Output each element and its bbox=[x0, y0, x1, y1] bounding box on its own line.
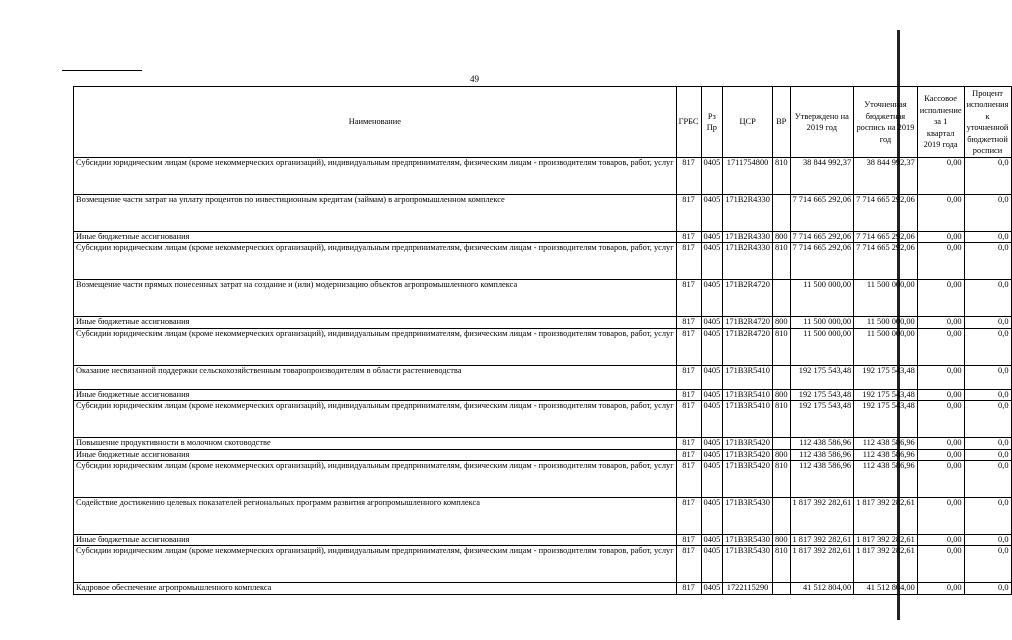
cell-grbs: 817 bbox=[676, 280, 701, 317]
cell-cash: 0,00 bbox=[917, 438, 964, 449]
cell-rzpr: 0405 bbox=[701, 498, 723, 535]
page-number: 49 bbox=[470, 74, 479, 84]
cell-refined: 1 817 392 282,61 bbox=[854, 535, 918, 546]
cell-rzpr: 0405 bbox=[701, 389, 723, 400]
col-header-name: Наименование bbox=[74, 87, 677, 158]
cell-cash: 0,00 bbox=[917, 243, 964, 280]
table-row bbox=[74, 583, 1012, 595]
cell-cash: 0,00 bbox=[917, 546, 964, 583]
cell-grbs: 817 bbox=[676, 583, 701, 595]
cell-csr: 171B3R5420 bbox=[723, 461, 773, 498]
cell-percent: 0,0 bbox=[964, 461, 1011, 498]
cell-csr: 1722115290 bbox=[723, 583, 773, 595]
cell-name: Субсидии юридическим лицам (кроме некоммерческих организаций), индивидуальным предпринимателям, физическим лицам - производителям товаров, работ, услуг bbox=[74, 401, 677, 438]
cell-vr: 800 bbox=[772, 232, 790, 243]
cell-name: Кадровое обеспечение агропромышленного комплекса bbox=[74, 583, 677, 595]
cell-csr: 171B2R4720 bbox=[723, 280, 773, 317]
cell-rzpr: 0405 bbox=[701, 461, 723, 498]
cell-rzpr: 0405 bbox=[701, 365, 723, 389]
table-row bbox=[74, 280, 1012, 317]
budget-table bbox=[73, 86, 1012, 595]
cell-refined: 11 500 000,00 bbox=[854, 328, 918, 365]
cell-rzpr: 0405 bbox=[701, 243, 723, 280]
cell-csr: 171B3R5420 bbox=[723, 449, 773, 460]
cell-refined: 38 844 992,37 bbox=[854, 158, 918, 195]
cell-cash: 0,00 bbox=[917, 389, 964, 400]
cell-approved: 112 438 586,96 bbox=[790, 449, 854, 460]
cell-percent: 0,0 bbox=[964, 158, 1011, 195]
cell-csr: 171B2R4330 bbox=[723, 232, 773, 243]
cell-percent: 0,0 bbox=[964, 195, 1011, 232]
cell-rzpr: 0405 bbox=[701, 401, 723, 438]
cell-cash: 0,00 bbox=[917, 461, 964, 498]
cell-approved: 112 438 586,96 bbox=[790, 438, 854, 449]
cell-percent: 0,0 bbox=[964, 280, 1011, 317]
cell-vr: 800 bbox=[772, 535, 790, 546]
cell-grbs: 817 bbox=[676, 365, 701, 389]
cell-cash: 0,00 bbox=[917, 365, 964, 389]
cell-rzpr: 0405 bbox=[701, 583, 723, 595]
cell-name: Иные бюджетные ассигнования bbox=[74, 317, 677, 328]
cell-name: Повышение продуктивности в молочном скотоводстве bbox=[74, 438, 677, 449]
cell-csr: 171B2R4720 bbox=[723, 317, 773, 328]
cell-cash: 0,00 bbox=[917, 280, 964, 317]
cell-cash: 0,00 bbox=[917, 401, 964, 438]
col-header-approved: Утверждено на 2019 год bbox=[790, 87, 854, 158]
cell-rzpr: 0405 bbox=[701, 195, 723, 232]
cell-grbs: 817 bbox=[676, 158, 701, 195]
cell-grbs: 817 bbox=[676, 461, 701, 498]
separator-line bbox=[62, 70, 142, 71]
cell-percent: 0,0 bbox=[964, 243, 1011, 280]
table-row bbox=[74, 498, 1012, 535]
cell-csr: 171B3R5430 bbox=[723, 546, 773, 583]
cell-grbs: 817 bbox=[676, 438, 701, 449]
cell-cash: 0,00 bbox=[917, 449, 964, 460]
cell-vr bbox=[772, 365, 790, 389]
cell-approved: 1 817 392 282,61 bbox=[790, 535, 854, 546]
cell-refined: 192 175 543,48 bbox=[854, 389, 918, 400]
cell-grbs: 817 bbox=[676, 546, 701, 583]
table-row bbox=[74, 232, 1012, 243]
col-header-cash: Кассовое исполнение за 1 квартал 2019 года bbox=[917, 87, 964, 158]
cell-refined: 192 175 543,48 bbox=[854, 365, 918, 389]
table-row bbox=[74, 365, 1012, 389]
cell-name: Возмещение части прямых понесенных затрат на создание и (или) модернизацию объектов агропромышленного комплекса bbox=[74, 280, 677, 317]
cell-csr: 171B2R4720 bbox=[723, 328, 773, 365]
cell-vr: 810 bbox=[772, 461, 790, 498]
cell-name: Иные бюджетные ассигнования bbox=[74, 449, 677, 460]
cell-approved: 41 512 804,00 bbox=[790, 583, 854, 595]
cell-approved: 11 500 000,00 bbox=[790, 280, 854, 317]
cell-approved: 1 817 392 282,61 bbox=[790, 546, 854, 583]
table-row bbox=[74, 389, 1012, 400]
cell-approved: 1 817 392 282,61 bbox=[790, 498, 854, 535]
table-row bbox=[74, 317, 1012, 328]
table-row bbox=[74, 243, 1012, 280]
cell-approved: 112 438 586,96 bbox=[790, 461, 854, 498]
cell-csr: 1711754800 bbox=[723, 158, 773, 195]
cell-cash: 0,00 bbox=[917, 498, 964, 535]
cell-csr: 171B3R5410 bbox=[723, 401, 773, 438]
cell-vr: 800 bbox=[772, 389, 790, 400]
cell-rzpr: 0405 bbox=[701, 438, 723, 449]
col-header-percent: Процент исполнения к уточненной бюджетной росписи bbox=[964, 87, 1011, 158]
cell-grbs: 817 bbox=[676, 328, 701, 365]
table-row bbox=[74, 158, 1012, 195]
cell-rzpr: 0405 bbox=[701, 449, 723, 460]
table-row bbox=[74, 461, 1012, 498]
cell-vr: 800 bbox=[772, 449, 790, 460]
cell-grbs: 817 bbox=[676, 389, 701, 400]
cell-cash: 0,00 bbox=[917, 158, 964, 195]
cell-name: Субсидии юридическим лицам (кроме некоммерческих организаций), индивидуальным предпринимателям, физическим лицам - производителям товаров, работ, услуг bbox=[74, 461, 677, 498]
cell-vr bbox=[772, 583, 790, 595]
cell-rzpr: 0405 bbox=[701, 280, 723, 317]
cell-cash: 0,00 bbox=[917, 583, 964, 595]
cell-percent: 0,0 bbox=[964, 328, 1011, 365]
cell-percent: 0,0 bbox=[964, 449, 1011, 460]
cell-percent: 0,0 bbox=[964, 583, 1011, 595]
cell-grbs: 817 bbox=[676, 401, 701, 438]
cell-refined: 41 512 804,00 bbox=[854, 583, 918, 595]
table-row bbox=[74, 449, 1012, 460]
cell-approved: 7 714 665 292,06 bbox=[790, 243, 854, 280]
cell-grbs: 817 bbox=[676, 449, 701, 460]
cell-vr: 810 bbox=[772, 243, 790, 280]
cell-grbs: 817 bbox=[676, 243, 701, 280]
table-row bbox=[74, 546, 1012, 583]
cell-approved: 7 714 665 292,06 bbox=[790, 195, 854, 232]
cell-csr: 171B2R4330 bbox=[723, 195, 773, 232]
cell-approved: 192 175 543,48 bbox=[790, 401, 854, 438]
cell-approved: 11 500 000,00 bbox=[790, 328, 854, 365]
cell-name: Субсидии юридическим лицам (кроме некоммерческих организаций), индивидуальным предпринимателям, физическим лицам - производителям товаров, работ, услуг bbox=[74, 243, 677, 280]
cell-name: Субсидии юридическим лицам (кроме некоммерческих организаций), индивидуальным предпринимателям, физическим лицам - производителям товаров, работ, услуг bbox=[74, 328, 677, 365]
cell-refined: 11 500 000,00 bbox=[854, 317, 918, 328]
cell-approved: 192 175 543,48 bbox=[790, 389, 854, 400]
cell-vr: 800 bbox=[772, 317, 790, 328]
cell-refined: 7 714 665 292,06 bbox=[854, 195, 918, 232]
cell-cash: 0,00 bbox=[917, 328, 964, 365]
cell-refined: 1 817 392 282,61 bbox=[854, 546, 918, 583]
cell-percent: 0,0 bbox=[964, 317, 1011, 328]
cell-vr bbox=[772, 195, 790, 232]
cell-cash: 0,00 bbox=[917, 535, 964, 546]
col-header-grbs: ГРБС bbox=[676, 87, 701, 158]
cell-name: Иные бюджетные ассигнования bbox=[74, 232, 677, 243]
cell-name: Субсидии юридическим лицам (кроме некоммерческих организаций), индивидуальным предпринимателям, физическим лицам - производителям товаров, работ, услуг bbox=[74, 546, 677, 583]
header-row bbox=[74, 87, 1012, 158]
cell-percent: 0,0 bbox=[964, 546, 1011, 583]
cell-name: Оказание несвязанной поддержки сельскохозяйственным товаропроизводителям в области растениеводства bbox=[74, 365, 677, 389]
cell-refined: 11 500 000,00 bbox=[854, 280, 918, 317]
cell-vr: 810 bbox=[772, 546, 790, 583]
cell-percent: 0,0 bbox=[964, 438, 1011, 449]
table-row bbox=[74, 438, 1012, 449]
cell-approved: 192 175 543,48 bbox=[790, 365, 854, 389]
cell-csr: 171B3R5410 bbox=[723, 389, 773, 400]
cell-rzpr: 0405 bbox=[701, 328, 723, 365]
cell-refined: 192 175 543,48 bbox=[854, 401, 918, 438]
cell-csr: 171B3R5430 bbox=[723, 535, 773, 546]
cell-refined: 7 714 665 292,06 bbox=[854, 243, 918, 280]
cell-percent: 0,0 bbox=[964, 535, 1011, 546]
cell-grbs: 817 bbox=[676, 232, 701, 243]
table-row bbox=[74, 328, 1012, 365]
cell-refined: 112 438 586,96 bbox=[854, 438, 918, 449]
col-header-vr: ВР bbox=[772, 87, 790, 158]
cell-vr: 810 bbox=[772, 401, 790, 438]
cell-vr: 810 bbox=[772, 158, 790, 195]
cell-refined: 7 714 665 292,06 bbox=[854, 232, 918, 243]
cell-percent: 0,0 bbox=[964, 401, 1011, 438]
cell-rzpr: 0405 bbox=[701, 546, 723, 583]
cell-approved: 11 500 000,00 bbox=[790, 317, 854, 328]
cell-grbs: 817 bbox=[676, 195, 701, 232]
cell-cash: 0,00 bbox=[917, 195, 964, 232]
cell-percent: 0,0 bbox=[964, 365, 1011, 389]
cell-rzpr: 0405 bbox=[701, 232, 723, 243]
cell-vr bbox=[772, 438, 790, 449]
cell-vr: 810 bbox=[772, 328, 790, 365]
cell-name: Возмещение части затрат на уплату процентов по инвестиционным кредитам (займам) в агропромышленном комплексе bbox=[74, 195, 677, 232]
col-header-csr: ЦСР bbox=[723, 87, 773, 158]
cell-name: Иные бюджетные ассигнования bbox=[74, 389, 677, 400]
cell-refined: 112 438 586,96 bbox=[854, 461, 918, 498]
cell-cash: 0,00 bbox=[917, 232, 964, 243]
cell-csr: 171B3R5430 bbox=[723, 498, 773, 535]
cell-vr bbox=[772, 280, 790, 317]
cell-csr: 171B2R4330 bbox=[723, 243, 773, 280]
cell-refined: 112 438 586,96 bbox=[854, 449, 918, 460]
cell-rzpr: 0405 bbox=[701, 535, 723, 546]
cell-rzpr: 0405 bbox=[701, 317, 723, 328]
cell-cash: 0,00 bbox=[917, 317, 964, 328]
cell-name: Субсидии юридическим лицам (кроме некоммерческих организаций), индивидуальным предпринимателям, физическим лицам - производителям товаров, работ, услуг bbox=[74, 158, 677, 195]
cell-percent: 0,0 bbox=[964, 389, 1011, 400]
table-row bbox=[74, 195, 1012, 232]
cell-grbs: 817 bbox=[676, 498, 701, 535]
cell-csr: 171B3R5410 bbox=[723, 365, 773, 389]
table-row bbox=[74, 401, 1012, 438]
cell-grbs: 817 bbox=[676, 535, 701, 546]
cell-percent: 0,0 bbox=[964, 498, 1011, 535]
cell-approved: 38 844 992,37 bbox=[790, 158, 854, 195]
cell-rzpr: 0405 bbox=[701, 158, 723, 195]
cell-percent: 0,0 bbox=[964, 232, 1011, 243]
cell-grbs: 817 bbox=[676, 317, 701, 328]
cell-name: Иные бюджетные ассигнования bbox=[74, 535, 677, 546]
cell-csr: 171B3R5420 bbox=[723, 438, 773, 449]
cell-approved: 7 714 665 292,06 bbox=[790, 232, 854, 243]
cell-name: Содействие достижению целевых показателей региональных программ развития агропромышленного комплекса bbox=[74, 498, 677, 535]
cell-vr bbox=[772, 498, 790, 535]
table-row bbox=[74, 535, 1012, 546]
cell-refined: 1 817 392 282,61 bbox=[854, 498, 918, 535]
col-header-refined: Уточненная бюджетная роспись на 2019 год bbox=[854, 87, 918, 158]
col-header-rzpr: Рз Пр bbox=[701, 87, 723, 158]
